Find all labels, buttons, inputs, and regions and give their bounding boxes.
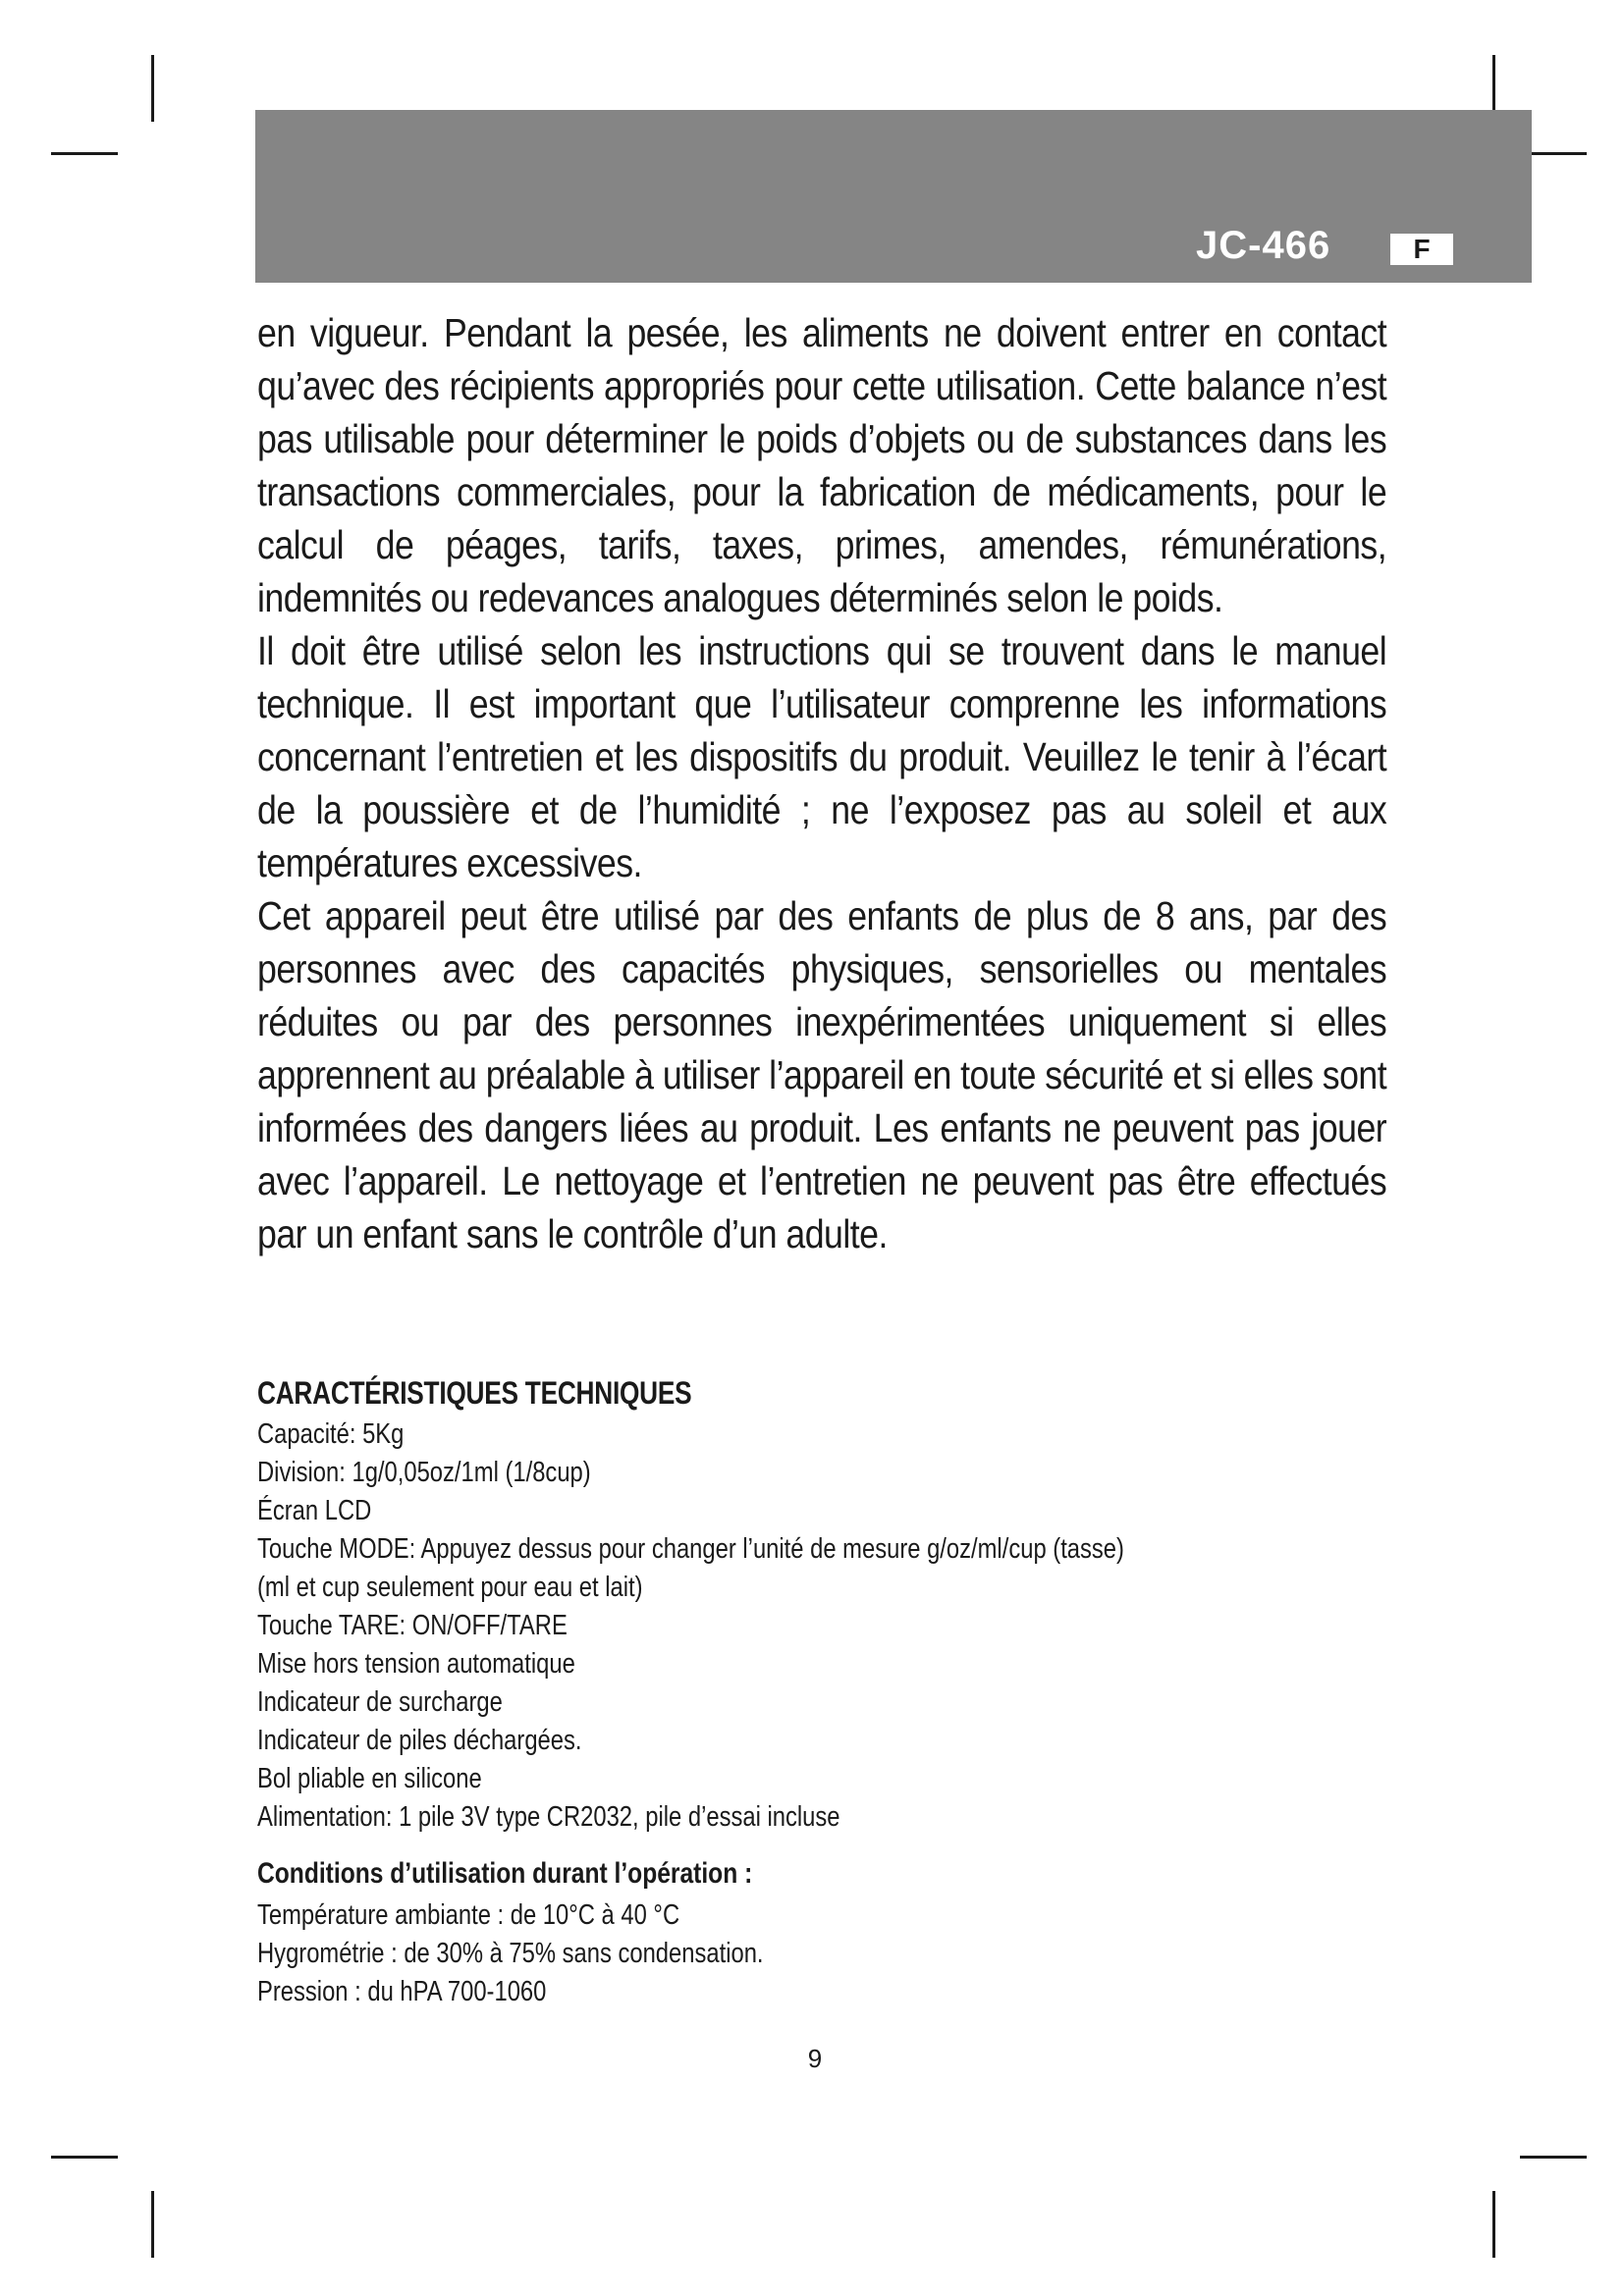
crop-mark-bottom-left-horizontal	[51, 2156, 118, 2159]
spec-line: Indicateur de surcharge	[257, 1686, 503, 1718]
crop-mark-bottom-right-vertical	[1492, 2191, 1495, 2258]
operating-conditions	[257, 1853, 1062, 2011]
model-code: JC-466	[1196, 224, 1331, 267]
spec-line: Division: 1g/0,05oz/1ml (1/8cup)	[257, 1457, 591, 1488]
paragraph-usage: en vigueur. Pendant la pesée, les aliments ne doivent entrer en contact qu’avec des récipients appropriés pour cette utilisation. Cette balance n’est pas utilisable pour déterminer le poids d’objets ou de substances dans les transactions commerciales, pour la fabrication de médicaments, pour le calcul de péages, tarifs, taxes, primes, amendes, rémunérations, indemnités ou redevances analogues déterminés selon le poids.	[257, 310, 1387, 620]
condition-line: Température ambiante : de 10°C à 40 °C	[257, 1899, 680, 1931]
condition-line: Hygrométrie : de 30% à 75% sans condensation.	[257, 1938, 764, 1969]
crop-mark-top-left-vertical	[151, 55, 154, 122]
condition-line: Pression : du hPA 700-1060	[257, 1976, 547, 2007]
paragraph-safety: Cet appareil peut être utilisé par des enfants de plus de 8 ans, par des personnes avec des capacités physiques, sensorielles ou mentales réduites ou par des personnes inexpérimentées uniquement si elles apprennent au préalable à utiliser l’appareil en toute sécurité et si elles sont informées des dangers liées au produit. Les enfants ne peuvent pas jouer avec l’appareil. Le nettoyage et l’entretien ne peuvent pas être effectués par un enfant sans le contrôle d’un adulte.	[257, 893, 1387, 1256]
crop-mark-bottom-left-vertical	[151, 2191, 154, 2258]
specs-heading: CARACTÉRISTIQUES TECHNIQUES	[257, 1375, 692, 1411]
paragraph-instructions: Il doit être utilisé selon les instructions qui se trouvent dans le manuel technique. Il est important que l’utilisateur comprenne les informations concernant l’entretien et les dispositifs du produit. Veuillez le tenir à l’écart de la poussière et de l’humidité ; ne l’exposez pas au soleil et aux températures excessives.	[257, 628, 1387, 885]
conditions-heading: Conditions d’utilisation durant l’opération :	[257, 1857, 753, 1890]
spec-line: Alimentation: 1 pile 3V type CR2032, pile d’essai incluse	[257, 1801, 840, 1833]
spec-line: Touche MODE: Appuyez dessus pour changer l’unité de mesure g/oz/ml/cup (tasse)	[257, 1533, 1124, 1565]
spec-line: Mise hors tension automatique	[257, 1648, 575, 1680]
spec-line: (ml et cup seulement pour eau et lait)	[257, 1572, 643, 1603]
page-number: 9	[807, 2044, 823, 2073]
spec-line: Bol pliable en silicone	[257, 1763, 482, 1794]
body-text	[257, 306, 1386, 1260]
spec-line: Touche TARE: ON/OFF/TARE	[257, 1610, 568, 1641]
technical-specs	[257, 1372, 1124, 1837]
spec-line: Indicateur de piles déchargées.	[257, 1725, 582, 1756]
crop-mark-bottom-right-horizontal	[1520, 2156, 1587, 2159]
crop-mark-top-left-horizontal	[51, 152, 118, 155]
spec-line: Capacité: 5Kg	[257, 1418, 405, 1450]
language-badge: F	[1390, 234, 1453, 265]
spec-line: Écran LCD	[257, 1495, 372, 1526]
